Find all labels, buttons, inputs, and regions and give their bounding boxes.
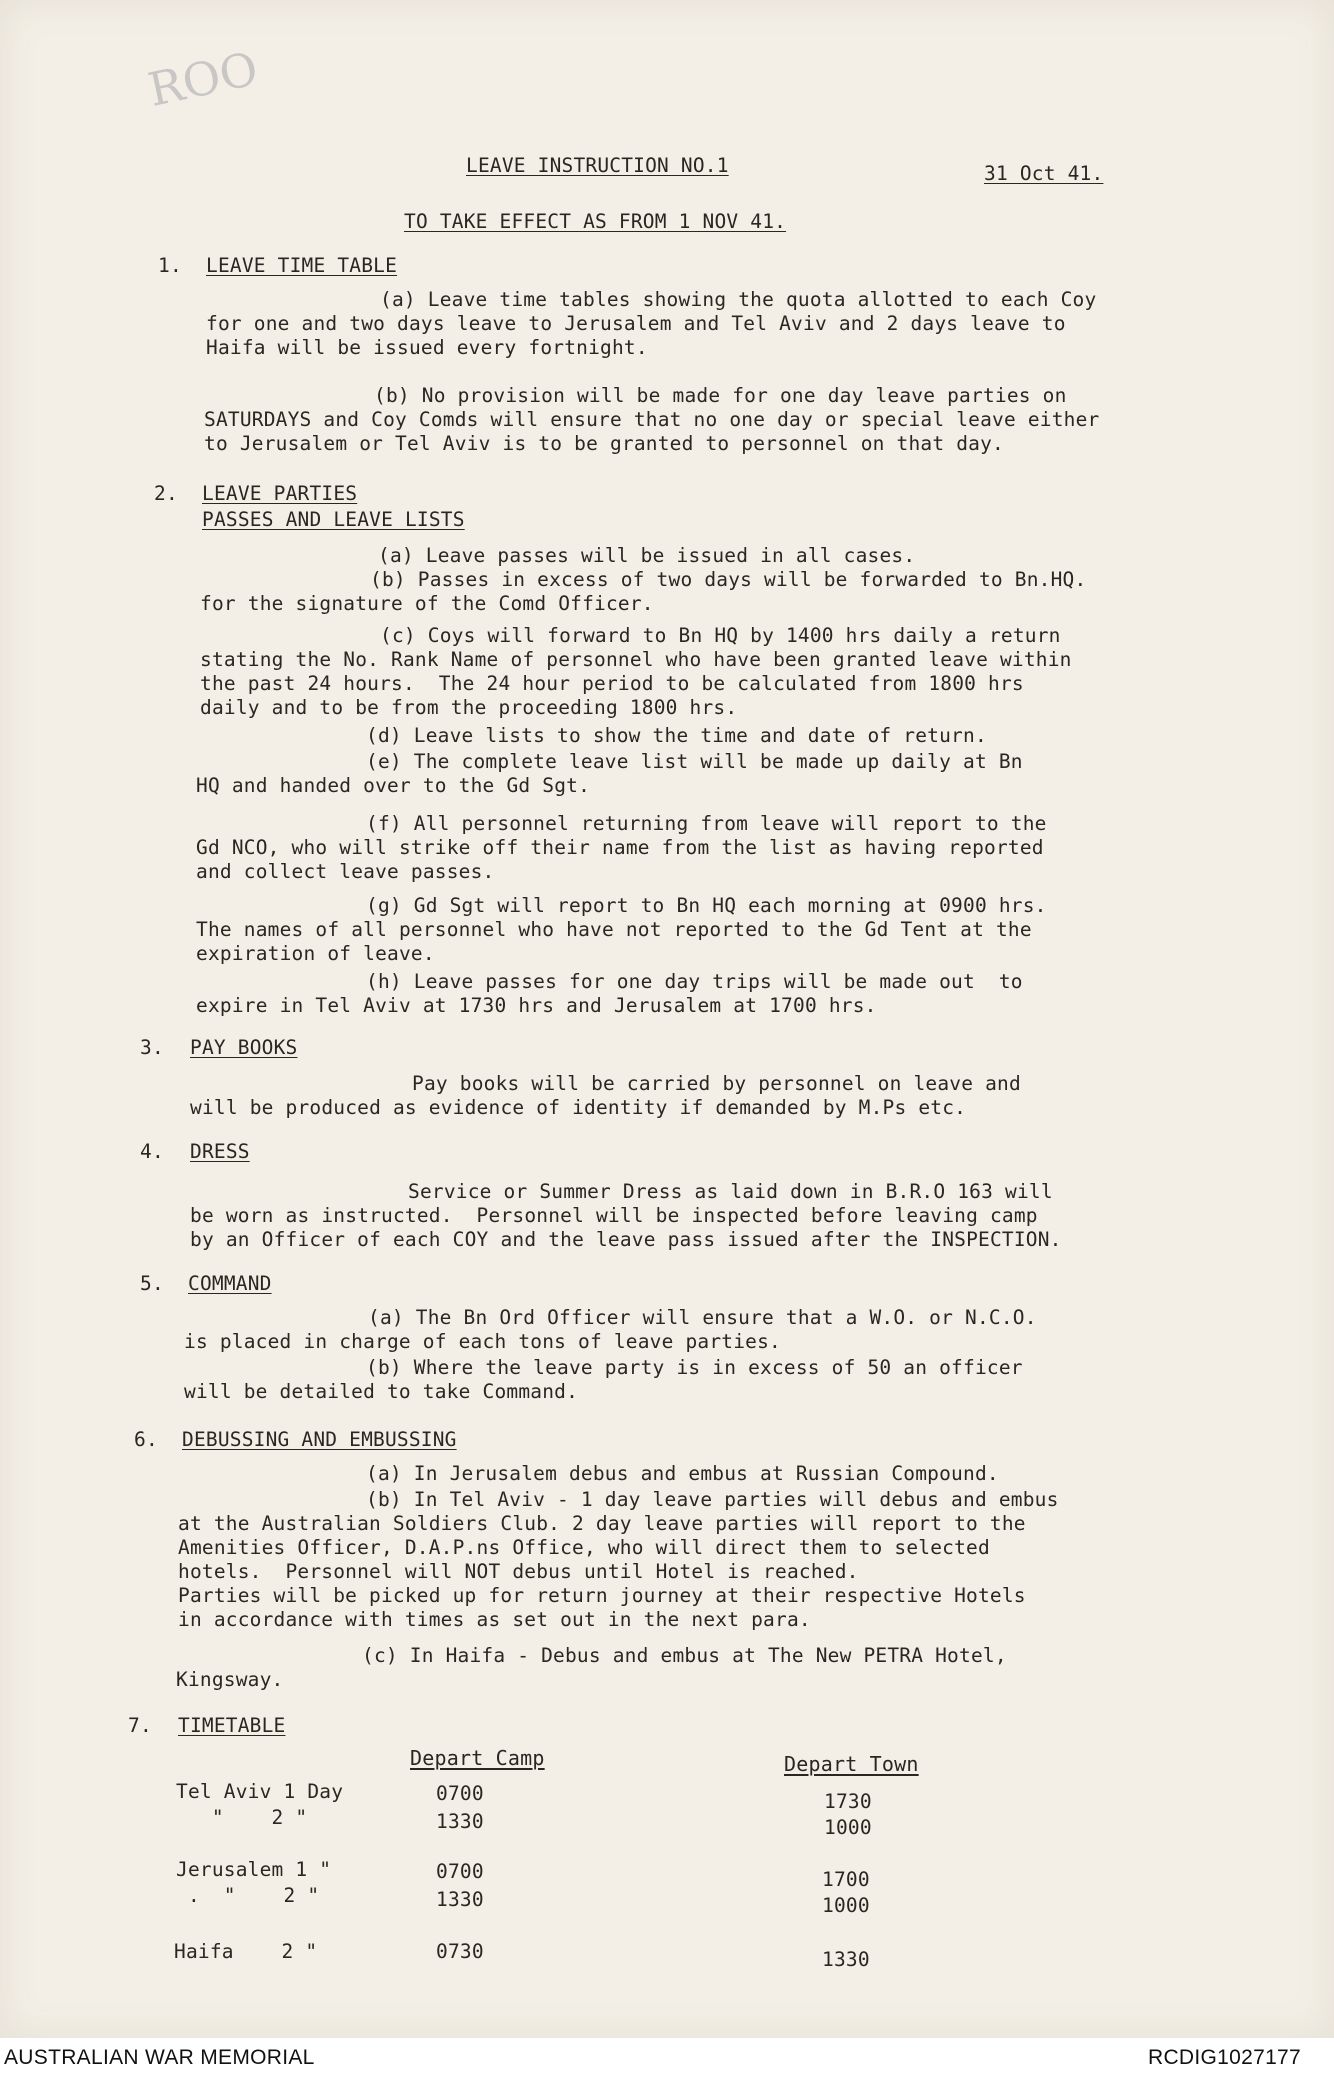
body-line: Haifa will be issued every fortnight. [206, 336, 648, 359]
footer-record-id: RCDIG1027177 [1148, 2046, 1302, 2069]
effective-date: TO TAKE EFFECT AS FROM 1 NOV 41. [404, 210, 787, 233]
pencil-annotation: ROO [143, 41, 263, 117]
section-heading: LEAVE TIME TABLE [206, 254, 398, 277]
section-heading: LEAVE PARTIES [202, 482, 358, 505]
body-line: will be produced as evidence of identity if demanded by M.Ps etc. [190, 1096, 967, 1119]
body-line: expire in Tel Aviv at 1730 hrs and Jerusalem at 1700 hrs. [196, 994, 877, 1017]
body-line: (b) No provision will be made for one day leave parties on [374, 384, 1067, 407]
body-line: Service or Summer Dress as laid down in B.R.O 163 will [408, 1180, 1053, 1203]
body-line: (a) The Bn Ord Officer will ensure that a W.O. or N.C.O. [368, 1306, 1037, 1329]
timetable-depart-town: 1330 [822, 1948, 870, 1971]
body-line: (b) Where the leave party is in excess of 50 an officer [366, 1356, 1023, 1379]
body-line: is placed in charge of each tons of leave parties. [184, 1330, 781, 1353]
timetable-place: Tel Aviv 1 Day [176, 1780, 344, 1803]
body-line: HQ and handed over to the Gd Sgt. [196, 774, 591, 797]
section-number: 1. [158, 254, 182, 277]
body-line: be worn as instructed. Personnel will be inspected before leaving camp [190, 1204, 1038, 1227]
timetable-header-depart-town: Depart Town [784, 1752, 919, 1776]
body-line: Parties will be picked up for return journey at their respective Hotels [178, 1584, 1026, 1607]
body-line: Kingsway. [176, 1668, 284, 1691]
timetable-place: " 2 " [176, 1806, 308, 1829]
body-line: The names of all personnel who have not reported to the Gd Tent at the [196, 918, 1032, 941]
section-number: 3. [140, 1036, 164, 1059]
timetable-place: Jerusalem 1 " [176, 1858, 332, 1881]
body-line: at the Australian Soldiers Club. 2 day leave parties will report to the [178, 1512, 1026, 1535]
body-line: stating the No. Rank Name of personnel who have been granted leave within [200, 648, 1072, 671]
body-line: (b) Passes in excess of two days will be forwarded to Bn.HQ. [370, 568, 1087, 591]
body-line: (a) In Jerusalem debus and embus at Russian Compound. [366, 1462, 999, 1485]
section-subheading: PASSES AND LEAVE LISTS [202, 508, 465, 531]
body-line: (d) Leave lists to show the time and date of return. [366, 724, 987, 747]
body-line: hotels. Personnel will NOT debus until Hotel is reached. [178, 1560, 859, 1583]
document-title: LEAVE INSTRUCTION NO.1 [466, 154, 729, 177]
body-line: (c) In Haifa - Debus and embus at The New PETRA Hotel, [362, 1644, 1007, 1667]
body-line: will be detailed to take Command. [184, 1380, 579, 1403]
body-line: Gd NCO, who will strike off their name from the list as having reported [196, 836, 1044, 859]
body-line: by an Officer of each COY and the leave pass issued after the INSPECTION. [190, 1228, 1062, 1251]
footer-source: AUSTRALIAN WAR MEMORIAL [4, 2046, 315, 2069]
section-heading: COMMAND [188, 1272, 272, 1295]
body-line: (b) In Tel Aviv - 1 day leave parties will debus and embus [366, 1488, 1059, 1511]
body-line: (h) Leave passes for one day trips will be made out to [366, 970, 1023, 993]
body-line: Amenities Officer, D.A.P.ns Office, who will direct them to selected [178, 1536, 990, 1559]
timetable-depart-town: 1000 [822, 1894, 870, 1917]
timetable-depart-town: 1700 [822, 1868, 870, 1891]
body-line: to Jerusalem or Tel Aviv is to be granted to personnel on that day. [204, 432, 1004, 455]
section-number: 2. [154, 482, 178, 505]
body-line: in accordance with times as set out in the next para. [178, 1608, 811, 1631]
timetable-depart-camp: 1330 [436, 1888, 484, 1911]
body-line: for the signature of the Comd Officer. [200, 592, 654, 615]
section-number: 7. [128, 1714, 152, 1737]
body-line: (f) All personnel returning from leave will report to the [366, 812, 1047, 835]
body-line: (a) Leave passes will be issued in all cases. [378, 544, 916, 567]
section-number: 6. [134, 1428, 158, 1451]
timetable-place: . " 2 " [176, 1884, 320, 1907]
section-number: 4. [140, 1140, 164, 1163]
body-line: and collect leave passes. [196, 860, 495, 883]
section-heading: DRESS [190, 1140, 250, 1163]
body-line: SATURDAYS and Coy Comds will ensure that no one day or special leave either [204, 408, 1100, 431]
document-date: 31 Oct 41. [984, 162, 1104, 185]
body-line: Pay books will be carried by personnel on leave and [412, 1072, 1021, 1095]
body-line: (e) The complete leave list will be made up daily at Bn [366, 750, 1023, 773]
body-line: for one and two days leave to Jerusalem and Tel Aviv and 2 days leave to [206, 312, 1066, 335]
section-number: 5. [140, 1272, 164, 1295]
section-heading: TIMETABLE [178, 1714, 286, 1737]
body-line: the past 24 hours. The 24 hour period to be calculated from 1800 hrs [200, 672, 1024, 695]
section-heading: PAY BOOKS [190, 1036, 298, 1059]
timetable-place: Haifa 2 " [174, 1940, 318, 1963]
timetable-depart-town: 1000 [824, 1816, 872, 1839]
body-line: (a) Leave time tables showing the quota allotted to each Coy [380, 288, 1097, 311]
timetable-depart-camp: 1330 [436, 1810, 484, 1833]
body-line: expiration of leave. [196, 942, 435, 965]
body-line: daily and to be from the proceeding 1800 hrs. [200, 696, 738, 719]
timetable-depart-camp: 0700 [436, 1860, 484, 1883]
timetable-header-depart-camp: Depart Camp [410, 1746, 545, 1770]
timetable-depart-town: 1730 [824, 1790, 872, 1813]
body-line: (c) Coys will forward to Bn HQ by 1400 hrs daily a return [380, 624, 1061, 647]
timetable-depart-camp: 0730 [436, 1940, 484, 1963]
timetable-depart-camp: 0700 [436, 1782, 484, 1805]
section-heading: DEBUSSING AND EMBUSSING [182, 1428, 457, 1451]
body-line: (g) Gd Sgt will report to Bn HQ each morning at 0900 hrs. [366, 894, 1047, 917]
